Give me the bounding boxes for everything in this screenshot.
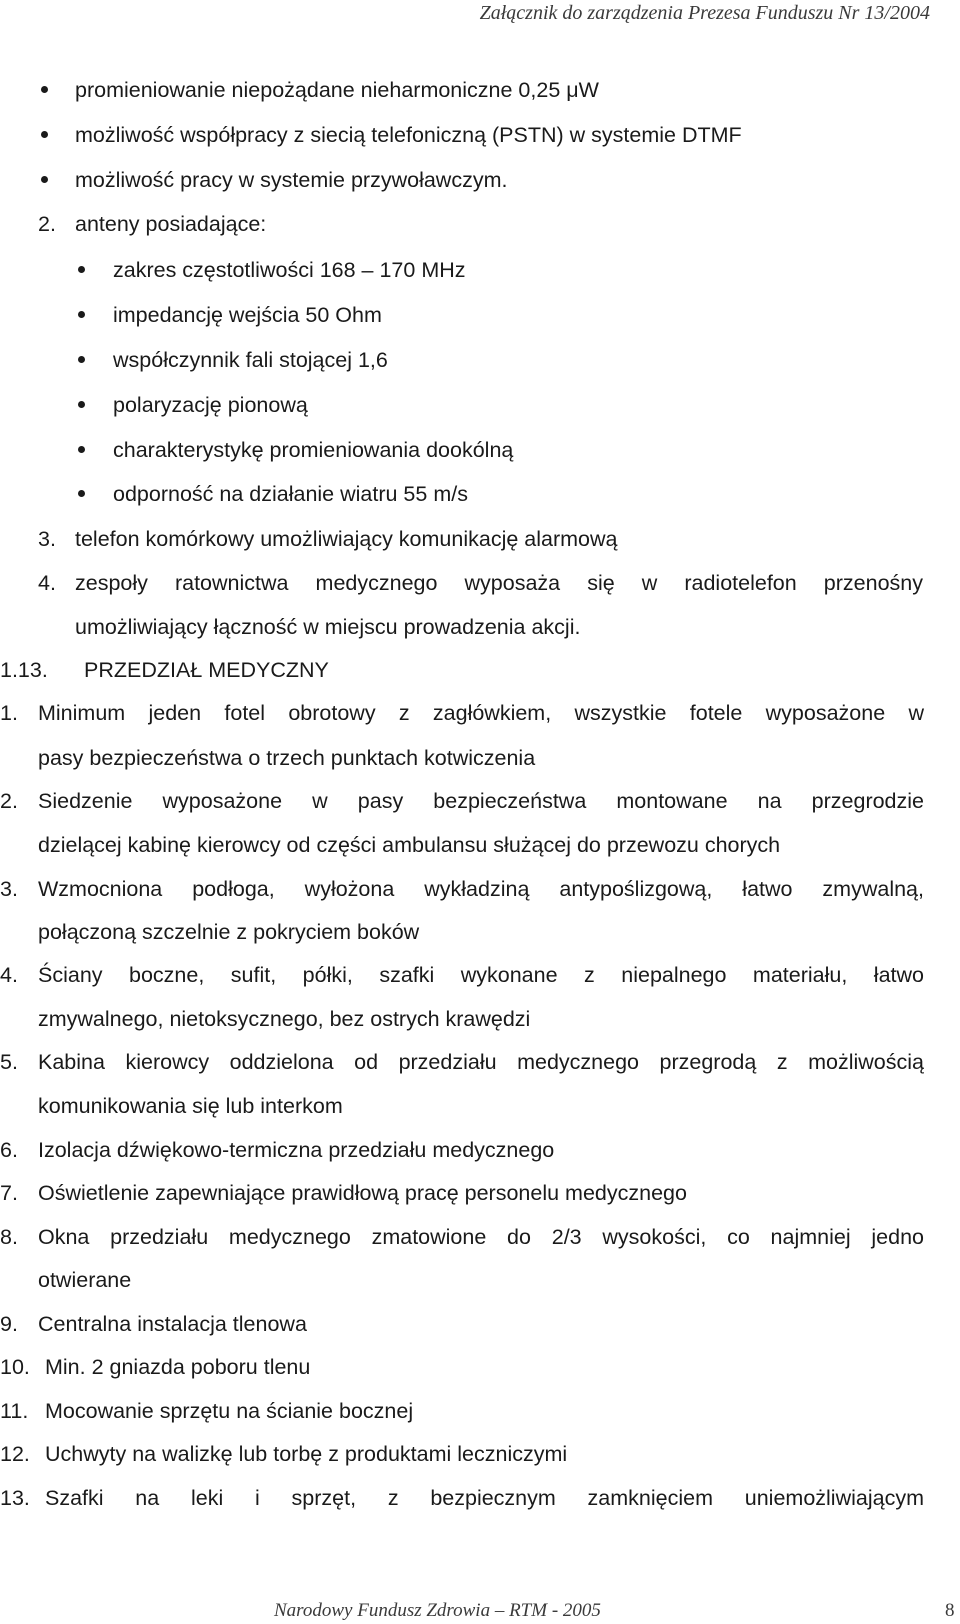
list-item: charakterystykę promieniowania dookólną bbox=[113, 438, 514, 462]
list-item: Okna przedziału medycznego zmatowione do 2/3 wysokości, co najmniej jedno bbox=[38, 1225, 924, 1249]
list-item-continuation: komunikowania się lub interkom bbox=[38, 1094, 343, 1118]
list-item: Min. 2 gniazda poboru tlenu bbox=[45, 1355, 311, 1379]
list-item-continuation: umożliwiający łączność w miejscu prowadzenia akcji. bbox=[75, 615, 581, 639]
list-item: zespoły ratownictwa medycznego wyposaża się w radiotelefon przenośny bbox=[75, 571, 923, 595]
item-number: 3. bbox=[38, 527, 56, 551]
item-number: 1. bbox=[0, 701, 18, 725]
list-item: zakres częstotliwości 168 – 170 MHz bbox=[113, 258, 466, 282]
bullet-icon bbox=[78, 446, 85, 453]
bullet-icon bbox=[41, 86, 48, 93]
item-number: 9. bbox=[0, 1312, 18, 1336]
page-footer: Narodowy Fundusz Zdrowia – RTM - 2005 bbox=[274, 1600, 601, 1621]
list-item: Mocowanie sprzętu na ścianie bocznej bbox=[45, 1399, 414, 1423]
item-number: 5. bbox=[0, 1050, 18, 1074]
bullet-icon bbox=[78, 356, 85, 363]
list-item: Uchwyty na walizkę lub torbę z produktami leczniczymi bbox=[45, 1442, 568, 1466]
list-item: Oświetlenie zapewniające prawidłową pracę personelu medycznego bbox=[38, 1181, 687, 1205]
item-number: 7. bbox=[0, 1181, 18, 1205]
list-item: Izolacja dźwiękowo-termiczna przedziału medycznego bbox=[38, 1138, 555, 1162]
bullet-icon bbox=[78, 490, 85, 497]
section-number: 1.13. bbox=[0, 658, 48, 682]
list-item: możliwość współpracy z siecią telefoniczną (PSTN) w systemie DTMF bbox=[75, 123, 742, 147]
list-item-continuation: dzielącej kabinę kierowcy od części ambulansu służącej do przewozu chorych bbox=[38, 833, 781, 857]
item-number: 10. bbox=[0, 1355, 30, 1379]
list-item: Ściany boczne, sufit, półki, szafki wykonane z niepalnego materiału, łatwo bbox=[38, 963, 924, 987]
list-item: Kabina kierowcy oddzielona od przedziału medycznego przegrodą z możliwością bbox=[38, 1050, 924, 1074]
list-item: promieniowanie niepożądane nieharmoniczne 0,25 μW bbox=[75, 78, 599, 102]
list-item: Wzmocniona podłoga, wyłożona wykładziną antypoślizgową, łatwo zmywalną, bbox=[38, 877, 924, 901]
list-item-continuation: połączoną szczelnie z pokryciem boków bbox=[38, 920, 420, 944]
bullet-icon bbox=[41, 176, 48, 183]
item-number: 12. bbox=[0, 1442, 30, 1466]
bullet-icon bbox=[78, 401, 85, 408]
item-number: 3. bbox=[0, 877, 18, 901]
list-item-continuation: zmywalnego, nietoksycznego, bez ostrych krawędzi bbox=[38, 1007, 531, 1031]
list-item-continuation: otwierane bbox=[38, 1268, 132, 1292]
item-number: 4. bbox=[0, 963, 18, 987]
page-number: 8 bbox=[945, 1600, 955, 1621]
item-number: 13. bbox=[0, 1486, 30, 1510]
item-number: 11. bbox=[0, 1399, 29, 1423]
list-item: polaryzację pionową bbox=[113, 393, 308, 417]
bullet-icon bbox=[41, 131, 48, 138]
list-item: impedancję wejścia 50 Ohm bbox=[113, 303, 382, 327]
item-number: 8. bbox=[0, 1225, 18, 1249]
bullet-icon bbox=[78, 266, 85, 273]
item-number: 2. bbox=[38, 212, 56, 236]
section-title: PRZEDZIAŁ MEDYCZNY bbox=[84, 658, 329, 682]
item-number: 6. bbox=[0, 1138, 18, 1162]
bullet-icon bbox=[78, 311, 85, 318]
list-item: Szafki na leki i sprzęt, z bezpiecznym zamknięciem uniemożliwiającym bbox=[45, 1486, 924, 1510]
item-number: 4. bbox=[38, 571, 56, 595]
list-item: telefon komórkowy umożliwiający komunikację alarmową bbox=[75, 527, 618, 551]
list-item: anteny posiadające: bbox=[75, 212, 267, 236]
list-item: Centralna instalacja tlenowa bbox=[38, 1312, 307, 1336]
list-item: współczynnik fali stojącej 1,6 bbox=[113, 348, 388, 372]
list-item: Siedzenie wyposażone w pasy bezpieczeństwa montowane na przegrodzie bbox=[38, 789, 924, 813]
list-item: możliwość pracy w systemie przywoławczym. bbox=[75, 168, 508, 192]
page-header: Załącznik do zarządzenia Prezesa Funduszu Nr 13/2004 bbox=[479, 2, 930, 24]
list-item: odporność na działanie wiatru 55 m/s bbox=[113, 482, 468, 506]
list-item: Minimum jeden fotel obrotowy z zagłówkiem, wszystkie fotele wyposażone w bbox=[38, 701, 924, 725]
item-number: 2. bbox=[0, 789, 18, 813]
list-item-continuation: pasy bezpieczeństwa o trzech punktach kotwiczenia bbox=[38, 746, 536, 770]
